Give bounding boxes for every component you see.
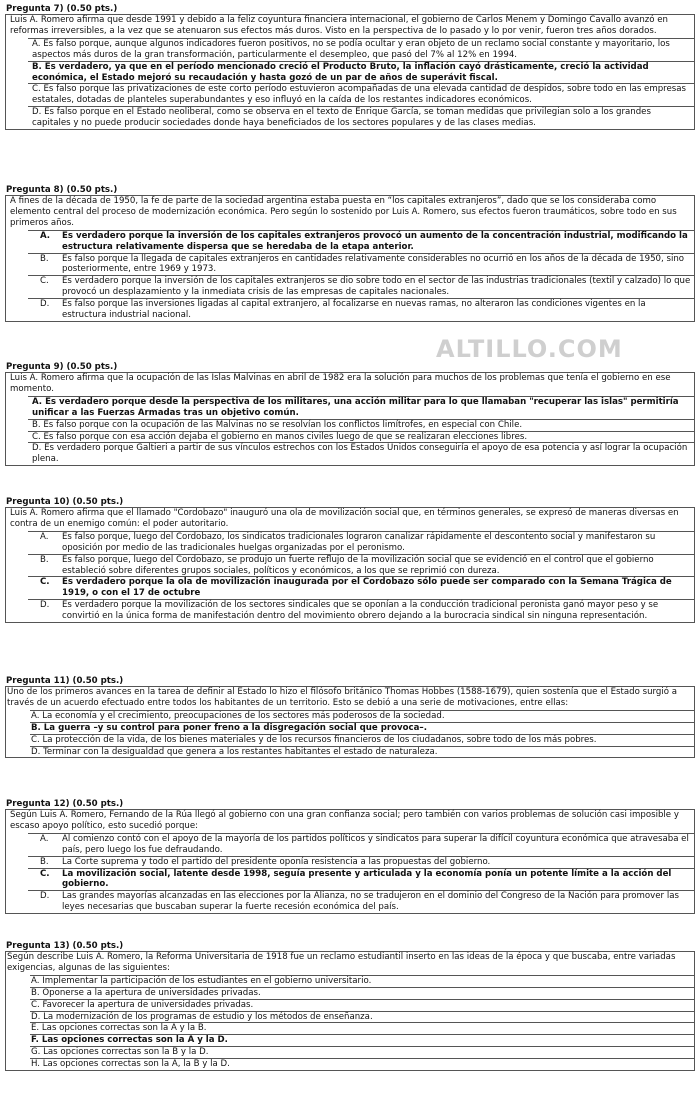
option-letter: A. (40, 230, 51, 241)
options-list (28, 230, 694, 321)
option-text: Es verdadero porque la inversión de los capitales extranjeros se dio sobre todo en el sector de las industrias tradicionales (textil y calzado) lo que provocó un desplazamiento y la inmediata crisis de las empresas de capitales nacionales. (62, 276, 691, 298)
option-c[interactable]: C. Es falso porque con esa acción dejaba el gobierno en manos civiles luego de que se realizaran elecciones libres. (28, 432, 694, 444)
option-e[interactable]: E. Las opciones correctas son la A y la B. (30, 1023, 694, 1035)
question-12 (5, 799, 695, 914)
question-title: Pregunta 10) (0.50 pts.) (6, 497, 124, 507)
watermark: ALTILLO.COM (436, 335, 623, 363)
option-letter: C. (40, 868, 50, 879)
option-a[interactable] (28, 834, 694, 857)
question-box (5, 14, 695, 130)
option-text: Al comienzo contó con el apoyo de la mayoría de los partidos políticos y sindicatos para superar la difícil coyuntura económica que atravesaba el país, pero luego los fue defraudando. (62, 833, 689, 855)
option-c[interactable]: C. Favorecer la apertura de universidades privadas. (30, 1000, 694, 1012)
option-f[interactable]: F. Las opciones correctas son la A y la D. (30, 1035, 694, 1047)
option-c[interactable] (28, 276, 694, 299)
options-list (28, 38, 694, 129)
question-box (5, 195, 695, 322)
option-c[interactable] (28, 577, 694, 600)
option-text: Es falso porque, luego del Cordobazo, los sindicatos tradicionales lograron canalizar rápidamente el descontento social y manifestaron su oposición por medio de las tradicionales huelgas organizadas por el peronismo. (62, 531, 656, 553)
question-title: Pregunta 13) (0.50 pts.) (6, 941, 124, 951)
option-b[interactable] (28, 857, 694, 869)
option-letter: D. (40, 891, 50, 902)
option-letter: B. (40, 253, 49, 264)
question-box (5, 686, 695, 758)
question-9 (5, 362, 695, 466)
option-b[interactable]: B. La guerra –y su control para poner freno a la disgregación social que provoca–. (30, 723, 694, 735)
option-d[interactable] (28, 299, 694, 321)
option-d[interactable]: D. Es falso porque en el Estado neoliberal, como se observa en el texto de Enrique García, se toman medidas que privilegian solo a los grandes capitales y no puede producir sociedades donde haya beneficiados de los sectores populares y de las clases medias. (32, 107, 651, 129)
option-d[interactable]: D. Es verdadero porque Galtieri a partir de sus vínculos estrechos con los Estados Unidos conseguiría el apoyo de esa potencia y así lograr la ocupación plena. (32, 443, 688, 465)
option-d[interactable]: D. La modernización de los programas de estudio y los métodos de enseñanza. (30, 1012, 694, 1024)
option-a[interactable]: A. Implementar la participación de los estudiantes en el gobierno universitario. (30, 976, 694, 988)
question-stem: Luis A. Romero afirma que la ocupación de las Islas Malvinas en abril de 1982 era la solución para muchos de los problemas que tenía el gobierno en ese momento. (10, 373, 671, 394)
option-letter: D. (40, 299, 50, 310)
options-list (30, 710, 694, 758)
question-stem: Uno de los primeros avances en la tarea de definir al Estado lo hizo el filósofo británico Thomas Hobbes (1588-1679), quien sostenía que el Estado surgió a través de un acuerdo efectuado entre todos los habitantes de un territorio. Esto se debió a una serie de motivaciones, entre ellas: (7, 687, 678, 708)
option-letter: A. (40, 531, 49, 542)
option-text: Es falso porque la llegada de capitales extranjeros en cantidades relativamente considerables no ocurrió en los años de la década de 1950, sino posteriormente, entre 1969 y 1973. (62, 253, 685, 275)
option-text: Es verdadero porque la ola de movilización inaugurada por el Cordobazo sólo puede ser comparado con la Semana Trágica de 1919, o con el 17 de octubre (62, 577, 672, 599)
option-letter: C. (40, 276, 49, 287)
question-stem: Luis A. Romero afirma que el llamado "Cordobazo" inauguró una ola de movilización social que, en términos generales, se expresó de maneras diversas en contra de un enemigo común: el poder autoritario. (10, 508, 679, 529)
option-letter: B. (40, 856, 49, 867)
option-a[interactable]: A. Es verdadero porque desde la perspectiva de los militares, una acción militar para lo que llamaban "recuperar las islas" permitiría unificar a las Fuerzas Armadas tras un objetivo común. (28, 397, 694, 420)
option-b[interactable]: B. Es verdadero, ya que en el período mencionado creció el Producto Bruto, la inflación cayó drásticamente, creció la actividad económica, el Estado mejoró su recaudación y hasta gozó de un par de años de superávit fiscal. (28, 62, 694, 85)
question-stem: A fines de la década de 1950, la fe de parte de la sociedad argentina estaba puesta en “los capitales extranjeros”, dado que se los consideraba como elemento central del proceso de modernización económica. Pero según lo sostenido por Luis A. Romero, sus efectos fueron traumáticos, sobre todo en sus primeros años. (10, 196, 677, 228)
options-list (28, 531, 694, 622)
option-text: Es falso porque, luego del Cordobazo, se produjo un fuerte reflujo de la movilización social que se evidenció en el control que el gobierno estableció sobre diferentes grupos sociales, políticos y económicos, a los que se reprimió con dureza. (62, 554, 654, 576)
option-b[interactable] (28, 254, 694, 277)
question-title: Pregunta 9) (0.50 pts.) (6, 362, 118, 372)
option-c[interactable]: C. La protección de la vida, de los bienes materiales y de los recursos financieros de los ciudadanos, sobre todo de los más pobres. (30, 735, 694, 747)
question-box (5, 809, 695, 914)
option-c[interactable]: C. Es falso porque las privatizaciones de este corto período estuvieron acompañadas de una elevada cantidad de despidos, sobre todo en las empresas estatales, dotadas de planteles superabundantes y eso influyó en la caída de los restantes indicadores económicos. (28, 84, 694, 107)
option-d[interactable] (28, 891, 694, 913)
options-list (28, 833, 694, 913)
option-letter: D. (40, 600, 50, 611)
option-letter: A. (40, 833, 49, 844)
question-title: Pregunta 12) (0.50 pts.) (6, 799, 124, 809)
option-a[interactable] (28, 231, 694, 254)
option-d[interactable]: D. Terminar con la desigualdad que genera a los restantes habitantes el estado de naturaleza. (31, 746, 438, 757)
question-title: Pregunta 8) (0.50 pts.) (6, 185, 118, 195)
question-title: Pregunta 7) (0.50 pts.) (6, 4, 118, 14)
question-box (5, 372, 695, 466)
option-letter: C. (40, 577, 50, 588)
option-c[interactable] (28, 869, 694, 892)
option-a[interactable]: A. Es falso porque, aunque algunos indicadores fueron positivos, no se podía ocultar y eran objeto de un reclamo social constante y mayoritario, los aspectos más duros de la gran transformación, particularmente el desempleo, que pasó del 7% al 12% en 1994. (28, 39, 694, 62)
question-title: Pregunta 11) (0.50 pts.) (6, 676, 124, 686)
question-13 (5, 941, 695, 1071)
question-stem: Luis A. Romero afirma que desde 1991 y debido a la feliz coyuntura financiera internacional, el gobierno de Carlos Menem y Domingo Cavallo avanzó en reformas irreversibles, a la vez que se atenuaron sus efectos más duros. Visto en la perspectiva de lo pasado y lo por venir, fueron tres años dorados. (10, 15, 669, 36)
option-a[interactable] (28, 532, 694, 555)
option-h[interactable]: H. Las opciones correctas son la A, la B y la D. (31, 1059, 230, 1070)
question-11 (5, 676, 695, 758)
option-b[interactable] (28, 555, 694, 578)
question-stem: Según describe Luis A. Romero, la Reforma Universitaria de 1918 fue un reclamo estudiantil inserto en las ideas de la época y que buscaba, entre variadas exigencias, algunas de las siguientes: (7, 952, 676, 973)
option-d[interactable] (28, 600, 694, 622)
question-box (5, 507, 695, 623)
option-text: Las grandes mayorías alcanzadas en las elecciones por la Alianza, no se tradujeron en el dominio del Congreso de la Nación para promover las leyes necesarias que buscaban superar la fuerte recesión económica del país. (62, 891, 679, 913)
option-b[interactable]: B. Oponerse a la apertura de universidades privadas. (30, 988, 694, 1000)
question-stem: Según Luis A. Romero, Fernando de la Rúa llegó al gobierno con una gran confianza social; pero también con varios problemas de solución casi imposible y escaso apoyo político, esto sucedió porque: (10, 810, 679, 831)
question-box (5, 951, 695, 1071)
options-list (28, 396, 694, 465)
option-text: La Corte suprema y todo el partido del presidente oponía resistencia a las propuestas del gobierno. (62, 856, 491, 867)
option-text: La movilización social, latente desde 1998, seguía presente y articulada y la economía ponía un potente límite a la acción del gobierno. (62, 868, 672, 890)
question-8 (5, 185, 695, 322)
question-10 (5, 497, 695, 623)
option-a[interactable]: A. La economía y el crecimiento, preocupaciones de los sectores más poderosos de la sociedad. (30, 711, 694, 723)
option-text: Es falso porque las inversiones ligadas al capital extranjero, al focalizarse en nuevas ramas, no alteraron las condiciones vigentes en la estructura industrial nacional. (62, 299, 646, 321)
option-text: Es verdadero porque la inversión de los capitales extranjeros provocó un aumento de la concentración industrial, modificando la estructura relativamente dispersa que se heredaba de la etapa anterior. (62, 230, 688, 252)
options-list (30, 975, 694, 1070)
option-b[interactable]: B. Es falso porque con la ocupación de las Malvinas no se resolvían los conflictos limítrofes, en especial con Chile. (28, 420, 694, 432)
question-7 (5, 4, 695, 130)
option-letter: B. (40, 554, 49, 565)
option-text: Es verdadero porque la movilización de los sectores sindicales que se oponían a la conducción tradicional peronista ganó mayor peso y se convirtió en la única forma de manifestación dentro del movimiento obrero dejando a la burocracia sindical sin ninguna representación. (62, 600, 659, 622)
option-g[interactable]: G. Las opciones correctas son la B y la D. (30, 1047, 694, 1059)
